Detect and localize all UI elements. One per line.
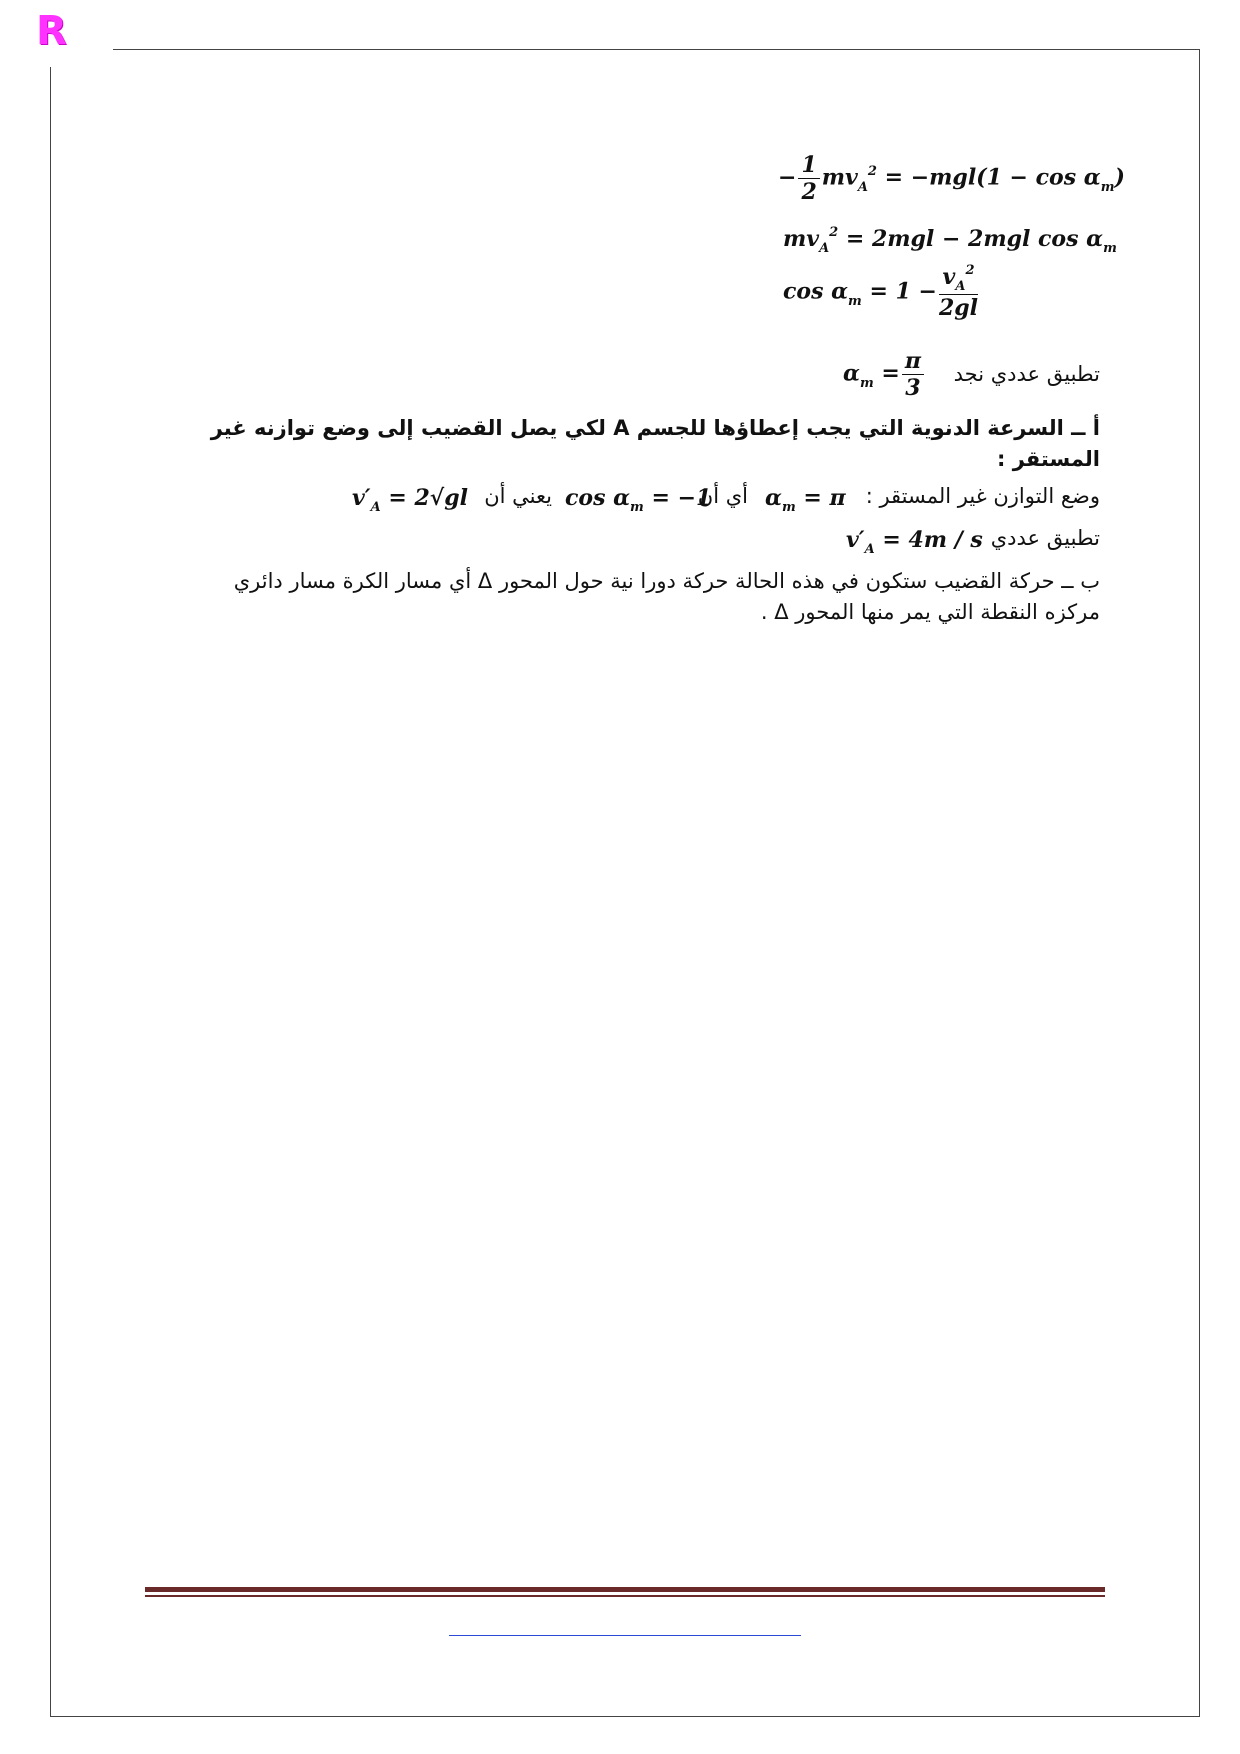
numeric-application-velocity-label: تطبيق عددي [990, 526, 1100, 550]
equation-energy-2: $mv_A^2 = 2mgl - 2mgl$ $\cos \alpha_m$ [783, 225, 1117, 256]
alpha-equals-pi: $\alpha_m = \pi$ [765, 485, 846, 515]
page-frame-top [113, 49, 1200, 50]
word-means: يعني أن [484, 484, 552, 508]
unstable-equilibrium-label: وضع التوازن غير المستقر : [865, 484, 1100, 508]
page-frame-right [1199, 49, 1200, 1717]
section-a-heading: أ ــ السرعة الدنوية التي يجب إعطاؤها للجسم A لكي يصل القضيب إلى وضع توازنه غير المستقر : [210, 416, 1100, 471]
velocity-numeric-value: $v'_A = 4m / s$ [846, 527, 983, 557]
cos-alpha-equals-minus-one: $\cos \alpha_m = -1$ [565, 485, 712, 515]
brand-logo: R [36, 8, 67, 54]
page-frame-left [50, 67, 51, 1717]
footer-link-underline[interactable] [449, 1635, 801, 1636]
numeric-application-alpha-label: تطبيق عددي نجد [953, 362, 1100, 386]
page-frame-bottom [50, 1716, 1200, 1717]
velocity-min-expression: $v'_A = 2√gl$ [352, 485, 468, 515]
equation-cos-alpha: $\cos \alpha_m = 1$ − $\frac{v_A^2}{2gl}$ [783, 263, 979, 321]
section-b-paragraph: ب ــ حركة القضيب ستكون في هذه الحالة حركة دورا نية حول المحور Δ أي مسار الكرة مسار دائري مركزه النقطة التي يمر منها المحور Δ . [233, 569, 1100, 624]
footer-divider-thick [145, 1587, 1105, 1592]
footer-divider-thin [145, 1595, 1105, 1597]
equation-alpha-value: $\alpha_m$ = $\frac{\pi}{3}$ [843, 348, 926, 401]
word-that-is: أي أن [697, 484, 748, 508]
equation-energy-1: − $\frac{1}{2}$ $mv_A^2 = -mgl(1 - \cos \alpha_m)$ [778, 152, 1125, 205]
